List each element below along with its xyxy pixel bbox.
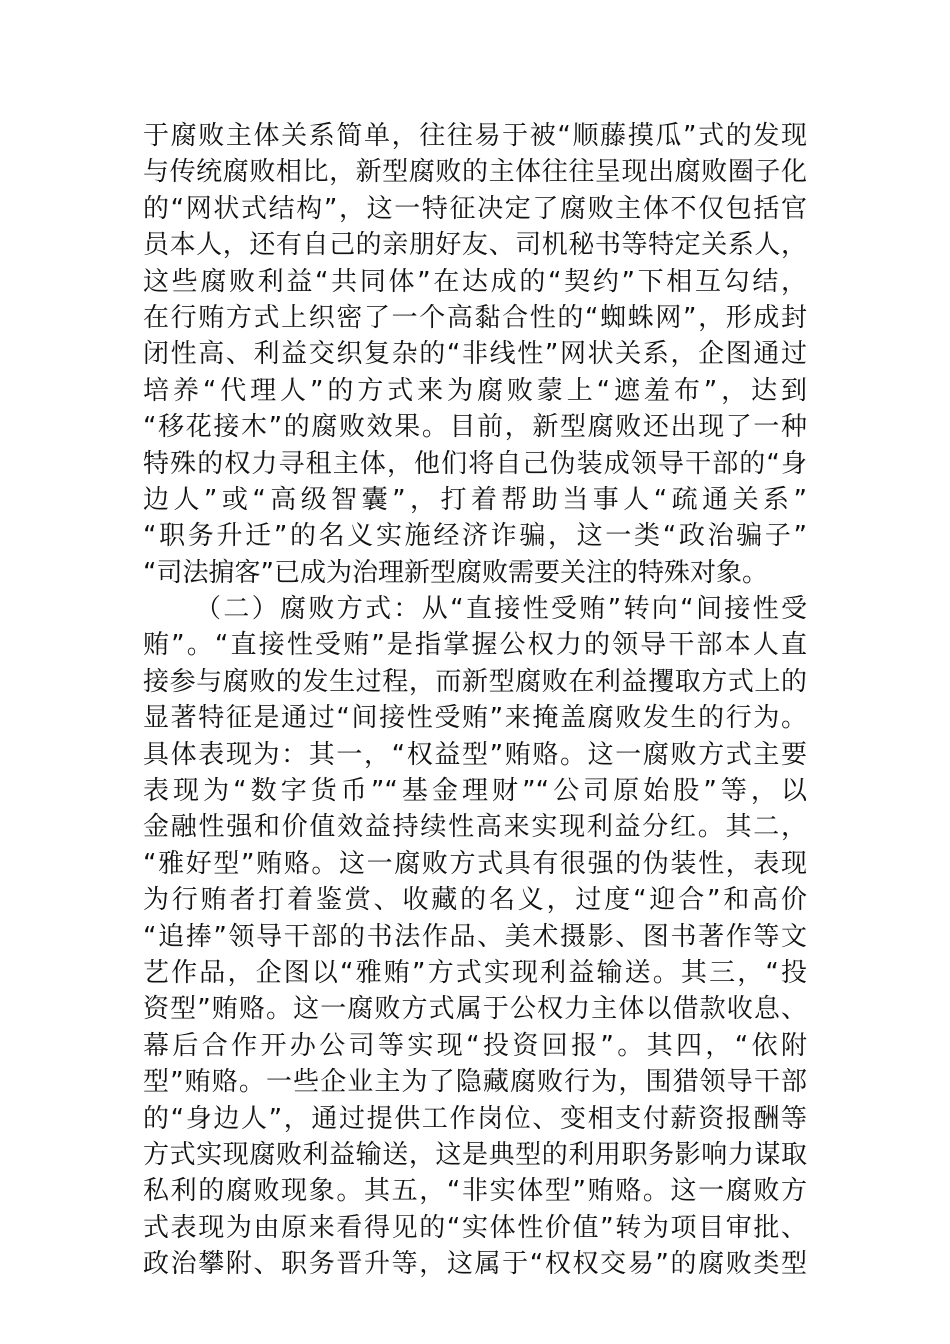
text-line: “移花接木”的腐败效果。目前，新型腐败还出现了一种 (143, 412, 807, 443)
text-line: 接参与腐败的发生过程，而新型腐败在利益攫取方式上的 (143, 666, 807, 697)
text-line: 员本人，还有自己的亲朋好友、司机秘书等特定关系人， (143, 230, 807, 261)
text-line: 私利的腐败现象。其五，“非实体型”贿赂。这一腐败方 (143, 1176, 807, 1207)
text-line: 政治攀附、职务晋升等，这属于“权权交易”的腐败类型 (143, 1249, 807, 1280)
text-line: 型”贿赂。一些企业主为了隐藏腐败行为，围猎领导干部 (143, 1067, 807, 1098)
text-line: 于腐败主体关系简单，往往易于被“顺藤摸瓜”式的发现 (143, 121, 807, 151)
text-line: 培养“代理人”的方式来为腐败蒙上“遮羞布”，达到 (143, 375, 807, 406)
text-line: 幕后合作开办公司等实现“投资回报”。其四，“依附 (143, 1030, 807, 1061)
text-line: 在行贿方式上织密了一个高黏合性的“蜘蛛网”，形成封 (143, 302, 807, 333)
text-line: 与传统腐败相比，新型腐败的主体往往呈现出腐败圈子化 (143, 157, 807, 188)
text-line: 的“网状式结构”，这一特征决定了腐败主体不仅包括官 (143, 193, 807, 224)
text-line: “职务升迁”的名义实施经济诈骗，这一类“政治骗子” (143, 521, 807, 552)
text-line: “司法掮客”已成为治理新型腐败需要关注的特殊对象。 (143, 557, 768, 588)
text-line: 闭性高、利益交织复杂的“非线性”网状关系，企图通过 (143, 339, 807, 370)
text-line: “雅好型”贿赂。这一腐败方式具有很强的伪装性，表现 (143, 848, 807, 879)
text-line: 具体表现为：其一，“权益型”贿赂。这一腐败方式主要 (143, 739, 807, 770)
text-line: 这些腐败利益“共同体”在达成的“契约”下相互勾结， (143, 266, 807, 297)
text-line: 表现为“数字货币”“基金理财”“公司原始股”等，以 (143, 776, 807, 807)
text-line: 贿”。“直接性受贿”是指掌握公权力的领导干部本人直 (143, 630, 807, 661)
text-line: 资型”贿赂。这一腐败方式属于公权力主体以借款收息、 (143, 994, 807, 1025)
text-line: “追捧”领导干部的书法作品、美术摄影、图书著作等文 (143, 921, 807, 952)
text-line: 方式实现腐败利益输送，这是典型的利用职务影响力谋取 (143, 1139, 807, 1170)
text-line: 为行贿者打着鉴赏、收藏的名义，过度“迎合”和高价 (143, 885, 807, 916)
text-line: 式表现为由原来看得见的“实体性价值”转为项目审批、 (143, 1212, 807, 1243)
section-heading-line: （二）腐败方式：从“直接性受贿”转向“间接性受 (195, 594, 807, 625)
text-line: 金融性强和价值效益持续性高来实现利益分红。其二， (143, 812, 807, 843)
text-line: 特殊的权力寻租主体，他们将自己伪装成领导干部的“身 (143, 448, 807, 479)
text-line: 显著特征是通过“间接性受贿”来掩盖腐败发生的行为。 (143, 703, 807, 734)
text-line: 边人”或“高级智囊”，打着帮助当事人“疏通关系” (143, 484, 807, 515)
body-text (143, 118, 807, 1283)
text-line: 艺作品，企图以“雅贿”方式实现利益输送。其三，“投 (143, 957, 807, 988)
text-line: 的“身边人”，通过提供工作岗位、变相支付薪资报酬等 (143, 1103, 807, 1134)
